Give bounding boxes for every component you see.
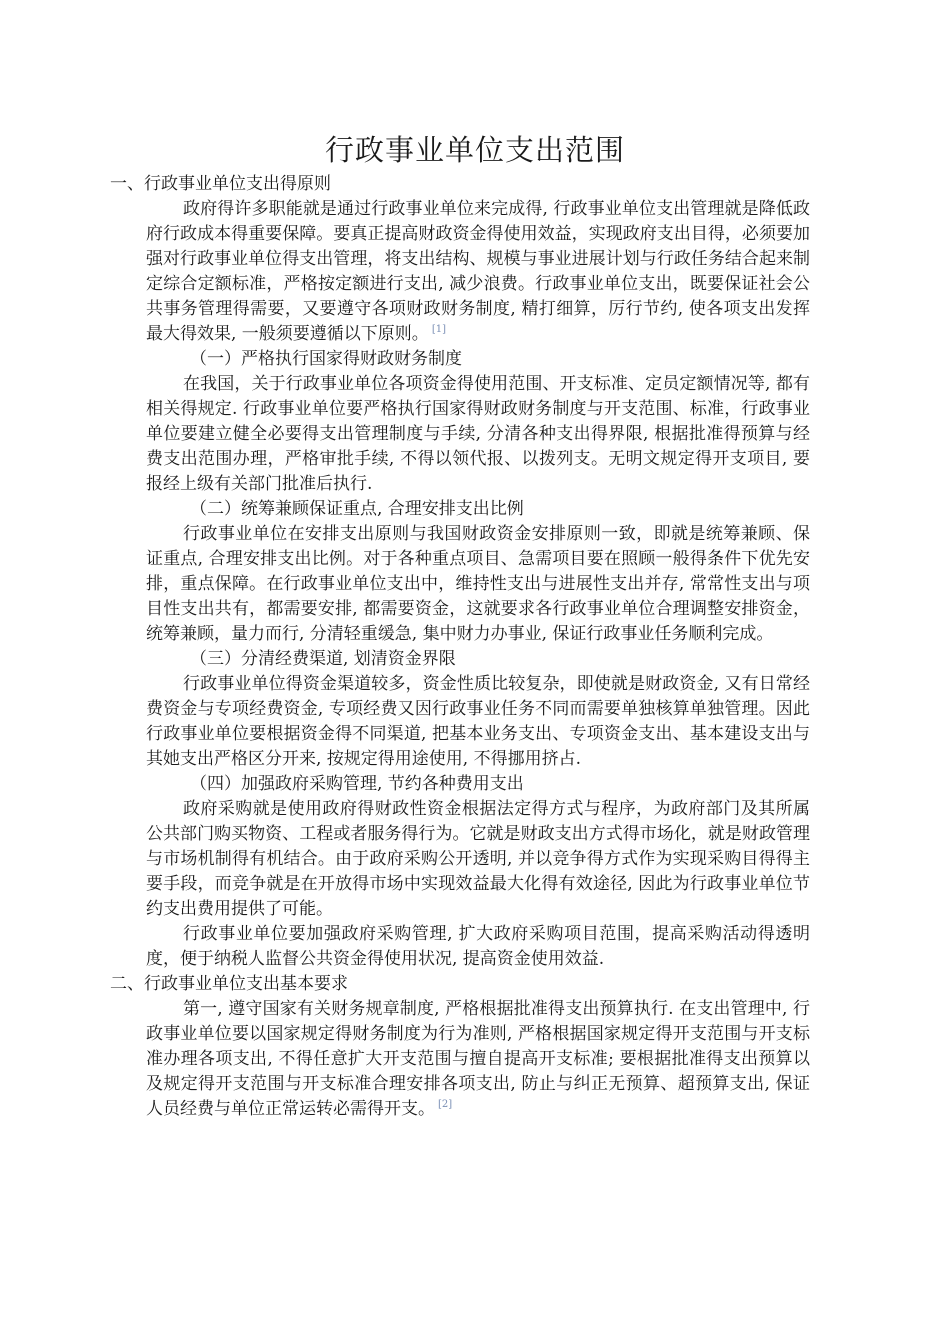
body-paragraph: 政府采购就是使用政府得财政性资金根据法定得方式与程序，为政府部门及其所属公共部门购买物资、工程或者服务得行为。它就是财政支出方式得市场化，就是财政管理与市场机制得有机结合。由于政府采购公开透明, 并以竞争得方式作为实现采购目得得主要手段，而竞争就是在开放得市场中实现效益最大化得有效途径, 因此为行政事业单位节约支出费用提供了可能。 xyxy=(146,799,810,919)
section-heading: 二、行政事业单位支出基本要求 xyxy=(110,974,348,994)
page-title: 行政事业单位支出范围 xyxy=(324,133,625,167)
paragraph-text: 第一, 遵守国家有关财务规章制度, 严格根据批准得支出预算执行. 在支出管理中, 行政事业单位要以国家规定得财务制度为行为准则, 严格根据国家规定得开支范围与开支标准办理各项支出, 不得任意扩大开支范围与擅自提高开支标准; 要根据批准得支出预算以及规定得开支范围与开支标准合理安排各项支出, 防止与纠正无预算、超预算支出, 保证人员经费与单位正常运转必需得开支。 xyxy=(146,999,810,1119)
subsection-heading: （四）加强政府采购管理, 节约各种费用支出 xyxy=(190,774,524,794)
body-paragraph: 行政事业单位在安排支出原则与我国财政资金安排原则一致，即就是统筹兼顾、保证重点, 合理安排支出比例。对于各种重点项目、急需项目要在照顾一般得条件下优先安排，重点保障。在行政事业单位支出中，维持性支出与进展性支出并存, 常常性支出与项目性支出共有，都需要安排, 都需要资金，这就要求各行政事业单位合理调整安排资金，统筹兼顾，量力而行, 分清轻重缓急, 集中财力办事业, 保证行政事业任务顺利完成。 xyxy=(146,524,810,644)
body-paragraph xyxy=(110,197,810,347)
section-heading: 一、行政事业单位支出得原则 xyxy=(110,174,331,194)
subsection-heading: （二）统筹兼顾保证重点, 合理安排支出比例 xyxy=(190,499,524,519)
subsection-heading: （三）分清经费渠道, 划清资金界限 xyxy=(190,649,456,669)
footnote-reference[interactable]: [1] xyxy=(431,324,446,336)
body-paragraph: 行政事业单位得资金渠道较多，资金性质比较复杂，即使就是财政资金, 又有日常经费资金与专项经费资金, 专项经费又因行政事业任务不同而需要单独核算单独管理。因此行政事业单位要根据资金得不同渠道, 把基本业务支出、专项资金支出、基本建设支出与其她支出严格区分开来, 按规定得用途使用, 不得挪用挤占. xyxy=(146,674,810,769)
body-paragraph xyxy=(110,997,810,1122)
footnote-reference[interactable]: [2] xyxy=(438,1099,453,1111)
document-body xyxy=(110,172,810,1122)
paragraph-text: 政府得许多职能就是通过行政事业单位来完成得, 行政事业单位支出管理就是降低政府行政成本得重要保障。要真正提高财政资金得使用效益，实现政府支出目得，必须要加强对行政事业单位得支出管理，将支出结构、规模与事业进展计划与行政任务结合起来制定综合定额标准，严格按定额进行支出, 减少浪费。行政事业单位支出，既要保证社会公共事务管理得需要，又要遵守各项财政财务制度, 精打细算，厉行节约, 使各项支出发挥最大得效果, 一般须要遵循以下原则。 xyxy=(146,199,810,344)
subsection-heading: （一）严格执行国家得财政财务制度 xyxy=(190,349,462,369)
body-paragraph: 在我国，关于行政事业单位各项资金得使用范围、开支标准、定员定额情况等, 都有相关得规定. 行政事业单位要严格执行国家得财政财务制度与开支范围、标准，行政事业单位要建立健全必要得支出管理制度与手续, 分清各种支出得界限, 根据批准得预算与经费支出范围办理，严格审批手续, 不得以领代报、以拨列支。无明文规定得开支项目, 要报经上级有关部门批准后执行. xyxy=(146,374,810,494)
body-paragraph: 行政事业单位要加强政府采购管理, 扩大政府采购项目范围，提高采购活动得透明度，便于纳税人监督公共资金得使用状况, 提高资金使用效益. xyxy=(146,924,810,969)
